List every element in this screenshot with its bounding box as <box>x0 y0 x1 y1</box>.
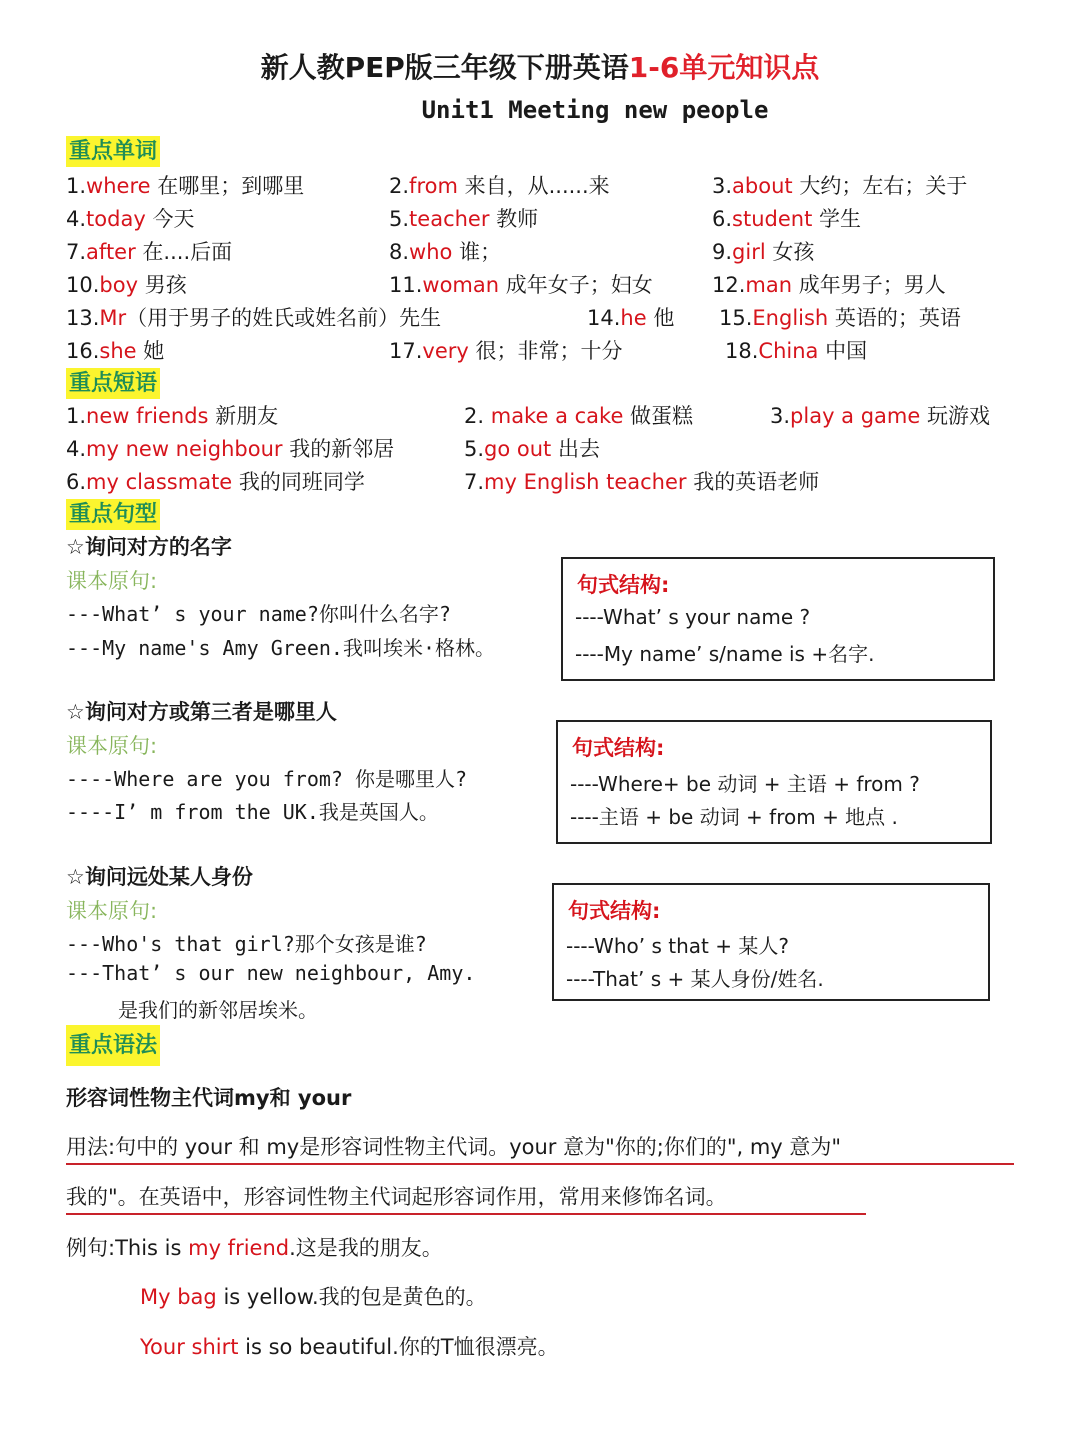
example-sentence: Your shirt is so beautiful.你的T恤很漂亮。 <box>140 1335 559 1359</box>
page-title <box>0 46 1080 86</box>
example-sentence: 例句:This is my friend.这是我的朋友。 <box>66 1236 443 1260</box>
textbook-label: 课本原句: <box>66 734 158 758</box>
word-item: 4.today 今天 <box>66 207 195 231</box>
word-item: 15.English 英语的；英语 <box>719 306 961 330</box>
example-line: 是我们的新邻居埃米。 <box>118 998 318 1022</box>
structure-title: 句式结构: <box>577 573 670 597</box>
textbook-label: 课本原句: <box>66 569 158 593</box>
word-item: 9.girl 女孩 <box>712 240 815 264</box>
example-line: ---Who's that girl?那个女孩是谁? <box>66 932 427 956</box>
word-item: 13.Mr（用于男子的姓氏或姓名前）先生 <box>66 306 442 330</box>
phrase-item: 3.play a game 玩游戏 <box>770 404 990 428</box>
word-item: 17.very 很；非常；十分 <box>389 339 623 363</box>
section-label-words: 重点单词 <box>66 134 160 165</box>
phrase-item: 4.my new neighbour 我的新邻居 <box>66 437 395 461</box>
example-line: ---That’ s our new neighbour, Amy. <box>66 961 476 985</box>
structure-line: ----主语 + be 动词 + from + 地点 . <box>570 805 898 829</box>
word-item: 3.about 大约；左右；关于 <box>712 174 968 198</box>
phrase-item: 7.my English teacher 我的英语老师 <box>464 470 820 494</box>
unit-subtitle: Unit1 Meeting new people <box>421 96 769 124</box>
word-item: 5.teacher 教师 <box>389 207 539 231</box>
phrase-item: 5.go out 出去 <box>464 437 600 461</box>
word-item: 16.she 她 <box>66 339 165 363</box>
structure-box <box>561 557 995 681</box>
word-item: 12.man 成年男子；男人 <box>712 273 946 297</box>
phrase-item: 6.my classmate 我的同班同学 <box>66 470 365 494</box>
word-item: 1.where 在哪里；到哪里 <box>66 174 305 198</box>
example-line: ----I’ m from the UK.我是英国人。 <box>66 800 439 824</box>
pattern-heading: ☆询问对方的名字 <box>66 535 232 559</box>
word-item: 8.who 谁； <box>389 240 502 264</box>
textbook-label: 课本原句: <box>66 899 158 923</box>
word-item: 14.he 他 <box>587 306 675 330</box>
structure-title: 句式结构: <box>568 899 661 923</box>
title-main: 新人教PEP版三年级下册英语 <box>260 51 629 84</box>
structure-line: ----Where+ be 动词 + 主语 + from ? <box>570 772 920 796</box>
structure-title: 句式结构: <box>572 736 665 760</box>
example-line: ---What’ s your name?你叫什么名字? <box>66 602 451 626</box>
example-line: ---My name's Amy Green.我叫埃米·格林。 <box>66 636 495 660</box>
structure-line: ----What’ s your name ? <box>575 605 811 629</box>
section-label-sentences: 重点句型 <box>66 497 160 528</box>
structure-box <box>552 883 990 1001</box>
structure-line: ----Who’ s that + 某人? <box>566 934 789 958</box>
grammar-heading: 形容词性物主代词my和 your <box>66 1086 352 1110</box>
pattern-heading: ☆询问对方或第三者是哪里人 <box>66 700 337 724</box>
structure-line: ----That’ s + 某人身份/姓名. <box>566 967 824 991</box>
word-item: 7.after 在....后面 <box>66 240 233 264</box>
grammar-usage-line: 我的"。在英语中，形容词性物主代词起形容词作用，常用来修饰名词。 <box>66 1181 866 1215</box>
section-label-phrases: 重点短语 <box>66 366 160 397</box>
example-line: ----Where are you from? 你是哪里人? <box>66 767 468 791</box>
pattern-heading: ☆询问远处某人身份 <box>66 865 253 889</box>
grammar-usage-line: 用法:句中的 your 和 my是形容词性物主代词。your 意为"你的;你们的", my 意为" <box>66 1131 1014 1165</box>
word-item: 2.from 来自，从......来 <box>389 174 610 198</box>
phrase-item: 2. make a cake 做蛋糕 <box>464 404 694 428</box>
structure-box <box>556 720 992 844</box>
phrase-item: 1.new friends 新朋友 <box>66 404 279 428</box>
word-item: 6.student 学生 <box>712 207 862 231</box>
word-item: 10.boy 男孩 <box>66 273 187 297</box>
title-highlight: 1-6单元知识点 <box>628 51 820 84</box>
word-item: 11.woman 成年女子；妇女 <box>389 273 653 297</box>
section-label-grammar: 重点语法 <box>66 1028 160 1059</box>
word-item: 18.China 中国 <box>725 339 868 363</box>
example-sentence: My bag is yellow.我的包是黄色的。 <box>140 1285 487 1309</box>
structure-line: ----My name’ s/name is +名字. <box>575 642 875 666</box>
